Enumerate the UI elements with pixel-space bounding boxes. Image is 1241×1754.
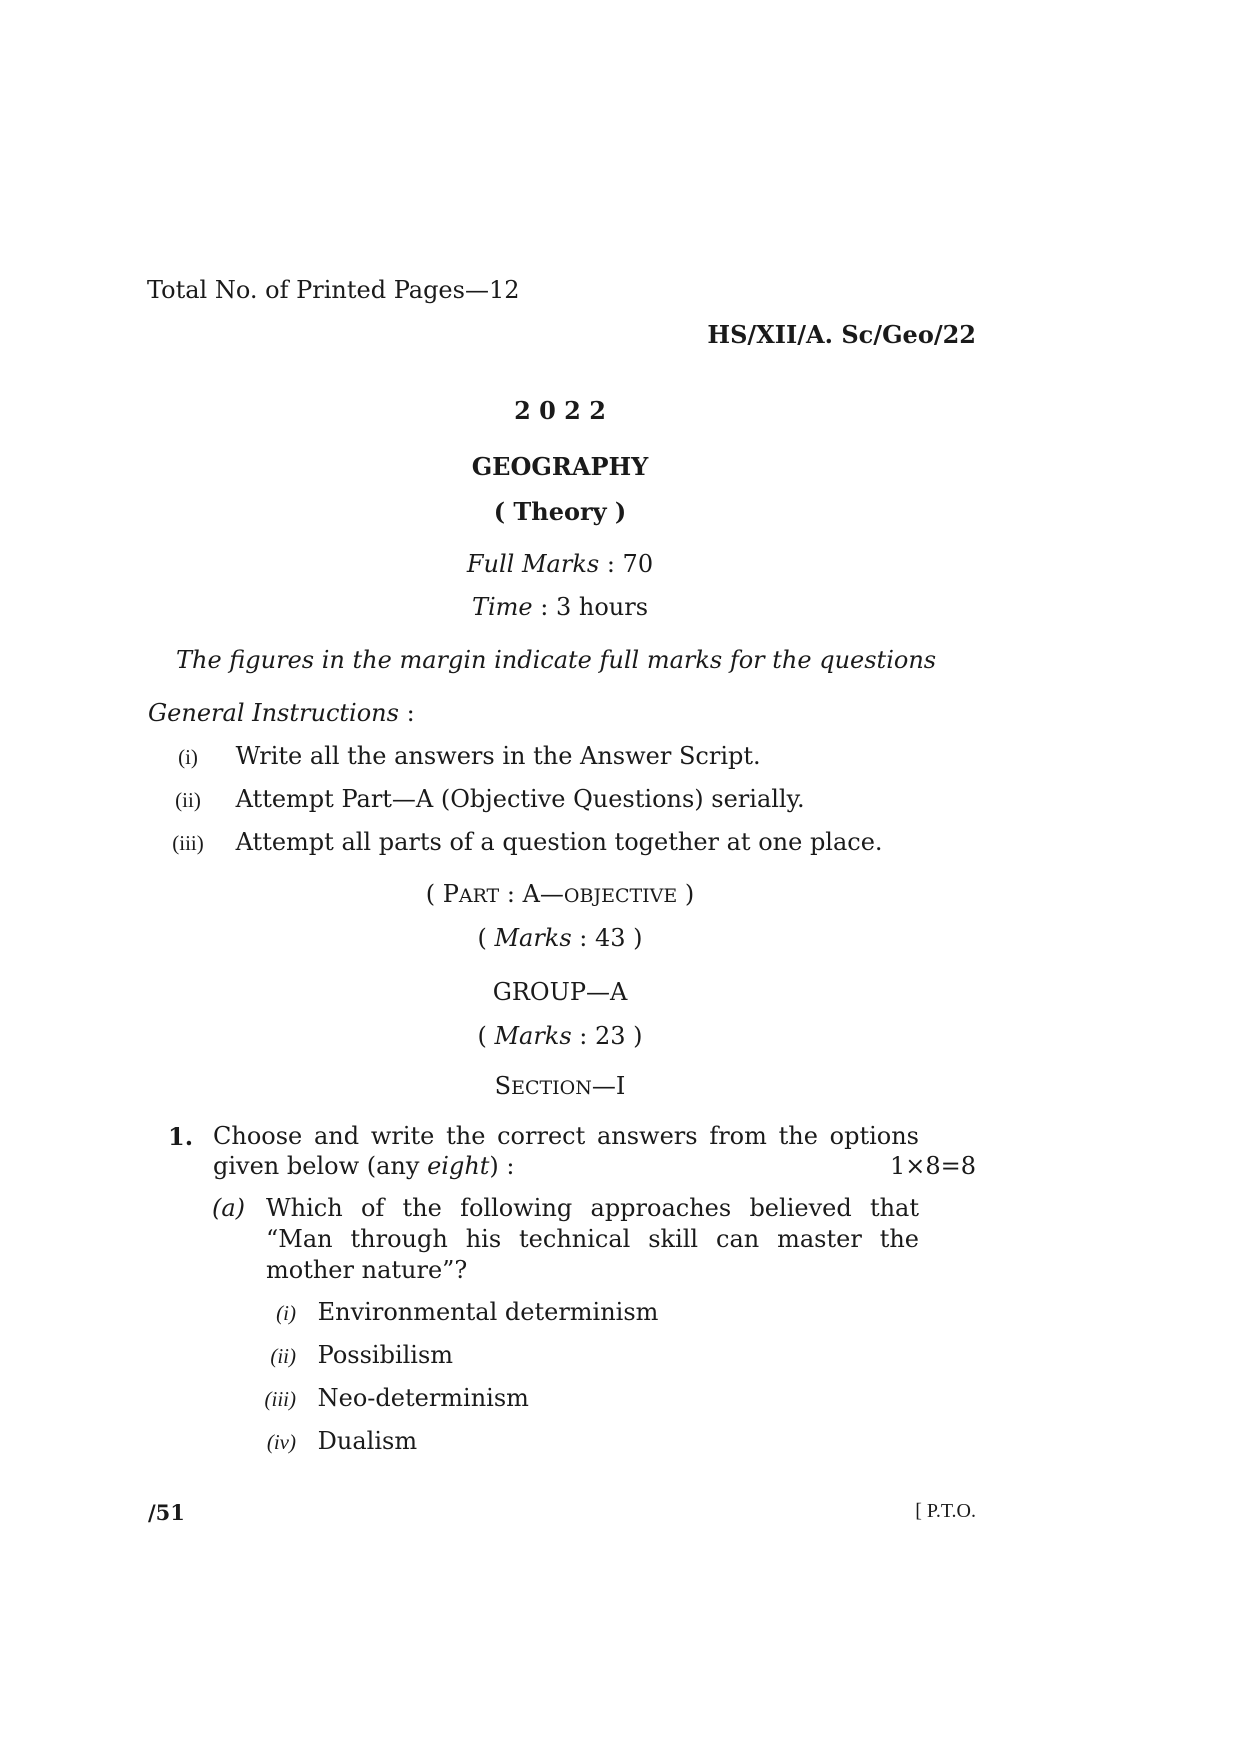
part-marks: ( Marks : 43 ) bbox=[477, 924, 643, 952]
instruction-item bbox=[160, 785, 805, 813]
instruction-number: (ii) bbox=[175, 788, 201, 812]
option-item bbox=[246, 1384, 529, 1412]
instructions-heading bbox=[148, 699, 415, 727]
sub-question-text-line: “Man through his technical skill can master the bbox=[266, 1225, 919, 1253]
option-number: (iii) bbox=[264, 1387, 296, 1411]
option-item bbox=[246, 1298, 658, 1326]
option-text: Environmental determinism bbox=[317, 1298, 659, 1326]
full-marks bbox=[360, 550, 760, 578]
option-number: (iv) bbox=[266, 1430, 296, 1454]
sub-question-text-line: Which of the following approaches believed that bbox=[266, 1194, 919, 1222]
full-marks-label: Full Marks bbox=[466, 550, 600, 578]
option-item bbox=[246, 1341, 453, 1369]
option-text: Neo-determinism bbox=[317, 1384, 529, 1412]
paper-code: HS/XII/A. Sc/Geo/22 bbox=[707, 320, 976, 349]
group-marks: ( Marks : 23 ) bbox=[477, 1022, 643, 1050]
pto-marker: [ P.T.O. bbox=[915, 1500, 976, 1522]
instruction-text: Write all the answers in the Answer Script. bbox=[235, 742, 761, 770]
exam-year: 2 0 2 2 bbox=[514, 396, 606, 425]
part-heading: ( PART : A—OBJECTIVE ) bbox=[425, 880, 695, 908]
option-number: (ii) bbox=[270, 1344, 296, 1368]
printed-pages-count: Total No. of Printed Pages—12 bbox=[147, 276, 520, 304]
sub-question-text-line: mother nature”? bbox=[266, 1256, 468, 1284]
question-number: 1. bbox=[168, 1122, 194, 1151]
instruction-item bbox=[160, 742, 761, 770]
time-value: : 3 hours bbox=[540, 593, 649, 621]
instruction-text: Attempt all parts of a question together at one place. bbox=[235, 828, 883, 856]
time-label: Time bbox=[471, 593, 533, 621]
option-text: Possibilism bbox=[317, 1341, 454, 1369]
question-marks: 1×8=8 bbox=[889, 1152, 976, 1180]
subject-title: GEOGRAPHY bbox=[471, 452, 649, 481]
time-allowed bbox=[360, 593, 760, 621]
question-text-line: Choose and write the correct answers from the options bbox=[213, 1122, 919, 1150]
margin-marks-note: The figures in the margin indicate full marks for the questions bbox=[176, 646, 937, 674]
option-number: (i) bbox=[276, 1301, 296, 1325]
group-heading: GROUP—A bbox=[492, 978, 628, 1006]
sub-question-label: (a) bbox=[212, 1194, 246, 1222]
instruction-text: Attempt Part—A (Objective Questions) serially. bbox=[235, 785, 805, 813]
page-code: /51 bbox=[148, 1500, 185, 1525]
section-heading: SECTION—I bbox=[494, 1072, 626, 1100]
option-text: Dualism bbox=[317, 1427, 418, 1455]
instruction-number: (i) bbox=[178, 745, 198, 769]
option-item bbox=[246, 1427, 417, 1455]
instruction-number: (iii) bbox=[172, 831, 204, 855]
question-text-line: given below (any eight) : bbox=[213, 1152, 515, 1180]
paper-type: ( Theory ) bbox=[493, 497, 627, 526]
instruction-item bbox=[160, 828, 883, 856]
full-marks-value: : 70 bbox=[606, 550, 654, 578]
instructions-colon: : bbox=[406, 699, 415, 727]
instructions-heading-label: General Instructions bbox=[148, 699, 399, 727]
